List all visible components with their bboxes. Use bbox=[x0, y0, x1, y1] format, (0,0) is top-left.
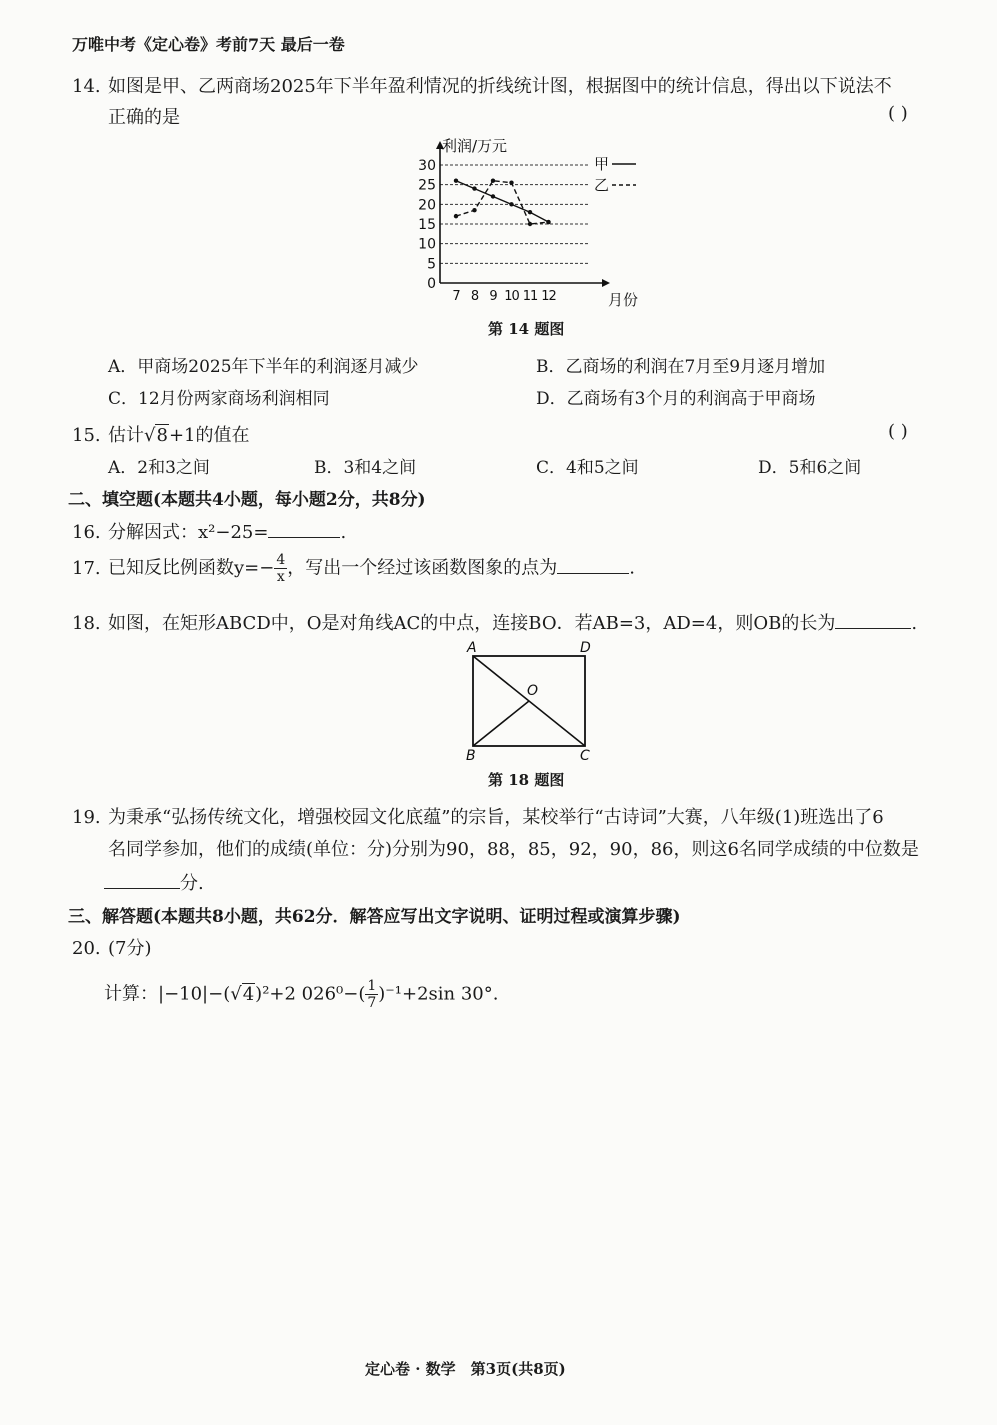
q16-answer-blank[interactable] bbox=[268, 519, 340, 538]
q19-stem-line2: 名同学参加，他们的成绩(单位：分)分别为90，88，85，92，90，86，则这6名同学成绩的中位数是 bbox=[108, 839, 919, 860]
q16-end: . bbox=[340, 522, 347, 543]
page-footer: 定心卷 · 数学 第3页(共8页) bbox=[365, 1360, 566, 1378]
data-point bbox=[472, 208, 476, 212]
q19-answer-blank[interactable] bbox=[104, 870, 180, 889]
q20-fraction-numerator: 1 bbox=[367, 978, 377, 994]
q18-text: 如图，在矩形ABCD中，O是对角线AC的中点，连接BO．若AB=3，AD=4，则OB的长为 bbox=[108, 613, 836, 634]
vertex-c-label: C bbox=[580, 748, 590, 764]
section-3-heading: 三、解答题(本题共8小题，共62分．解答应写出文字说明、证明过程或演算步骤) bbox=[68, 907, 681, 927]
q20-score: (7分) bbox=[108, 938, 152, 959]
section-2-heading: 二、填空题(本题共4小题，每小题2分，共8分) bbox=[68, 490, 426, 510]
x-tick-label: 8 bbox=[470, 289, 479, 304]
q15-number: 15. bbox=[72, 425, 101, 446]
y-tick-label: 5 bbox=[427, 256, 436, 273]
data-point bbox=[509, 202, 513, 206]
q17-end: . bbox=[629, 557, 635, 579]
y-tick-label: 20 bbox=[418, 197, 436, 214]
q19-unit: 分. bbox=[180, 873, 204, 894]
q14-stem-line2: 正确的是 bbox=[108, 107, 180, 128]
q15-option-a: A．2和3之间 bbox=[108, 458, 210, 478]
point-o-label: O bbox=[527, 683, 539, 699]
q20-sqrt-arg: 4 bbox=[242, 983, 255, 1005]
x-tick-label: 11 bbox=[522, 289, 538, 304]
q15-option-b: B．3和4之间 bbox=[314, 458, 417, 478]
q17-fraction-denominator: x bbox=[276, 569, 285, 585]
y-tick-label: 10 bbox=[418, 236, 436, 253]
q14-number: 14. bbox=[72, 76, 101, 97]
vertex-b-label: B bbox=[466, 748, 476, 764]
q17-function-lhs: y=− bbox=[234, 557, 275, 579]
q16-number: 16. bbox=[72, 522, 101, 543]
q17-number: 17. bbox=[72, 557, 101, 579]
x-tick-label: 10 bbox=[504, 289, 519, 304]
page-header: 万唯中考《定心卷》考前7天 最后一卷 bbox=[72, 35, 345, 54]
q16-text: 分解因式：x²−25= bbox=[108, 522, 269, 543]
y-axis-label: 利润/万元 bbox=[442, 137, 508, 155]
q14-option-a: A．甲商场2025年下半年的利润逐月减少 bbox=[108, 357, 419, 377]
q17-text-pre: 已知反比例函数 bbox=[108, 557, 234, 579]
x-tick-label: 12 bbox=[541, 289, 556, 304]
sqrt-symbol: √ bbox=[144, 425, 156, 446]
legend-label: 甲 bbox=[594, 155, 610, 173]
q19-line3 bbox=[104, 869, 204, 895]
q14-caption: 第 14 题图 bbox=[488, 320, 565, 338]
q20-part2: )²+2 026⁰−( bbox=[255, 983, 366, 1005]
data-point bbox=[528, 210, 532, 214]
q18-stem bbox=[72, 609, 917, 635]
y-tick-label: 25 bbox=[418, 177, 436, 194]
q18-caption: 第 18 题图 bbox=[488, 771, 565, 789]
data-point bbox=[454, 214, 458, 218]
q20-fraction-denominator: 7 bbox=[367, 995, 377, 1011]
q14-line1 bbox=[72, 72, 892, 98]
q17-stem bbox=[72, 552, 635, 585]
q15-stem bbox=[72, 421, 249, 447]
vertex-d-label: D bbox=[580, 640, 591, 656]
q15-text-post: +1的值在 bbox=[168, 425, 250, 446]
y-tick-label: 0 bbox=[427, 276, 436, 292]
data-point bbox=[491, 179, 495, 183]
q17-fraction bbox=[274, 552, 287, 585]
q20-calc-label: 计算： bbox=[104, 983, 158, 1005]
q15-option-d: D．5和6之间 bbox=[758, 458, 862, 478]
q14-stem-line1: 如图是甲、乙两商场2025年下半年盈利情况的折线统计图，根据图中的统计信息，得出以下说法不 bbox=[108, 76, 892, 97]
q14-answer-paren: ( ) bbox=[888, 103, 908, 124]
q19-stem-line1: 为秉承“弘扬传统文化，增强校园文化底蕴”的宗旨，某校举行“古诗词”大赛，八年级(1)班选出了6 bbox=[108, 807, 884, 828]
x-axis-label: 月份 bbox=[608, 291, 639, 309]
q20-part1: |−10|−( bbox=[158, 983, 231, 1005]
q17-text-post: ，写出一个经过该函数图象的点为 bbox=[287, 557, 558, 579]
data-point bbox=[509, 181, 513, 185]
q14-line-chart bbox=[400, 128, 660, 313]
q20-number: 20. bbox=[72, 938, 101, 959]
q20-header bbox=[72, 934, 152, 960]
series-line-jia bbox=[456, 181, 549, 222]
q19-line1 bbox=[72, 803, 884, 829]
x-tick-label: 9 bbox=[489, 289, 497, 304]
q17-fraction-numerator: 4 bbox=[276, 552, 286, 568]
x-tick-label: 7 bbox=[452, 289, 460, 304]
q15-radicand: 8 bbox=[156, 425, 168, 446]
segment-bo bbox=[473, 701, 529, 746]
data-point bbox=[454, 179, 458, 183]
q14-option-b: B．乙商场的利润在7月至9月逐月增加 bbox=[536, 357, 826, 377]
q15-option-c: C．4和5之间 bbox=[536, 458, 639, 478]
q16-stem bbox=[72, 518, 346, 544]
q19-number: 19. bbox=[72, 807, 101, 828]
q17-answer-blank[interactable] bbox=[557, 555, 629, 574]
q18-rectangle-figure bbox=[460, 636, 600, 766]
data-point bbox=[491, 194, 495, 198]
q18-answer-blank[interactable] bbox=[835, 610, 911, 629]
data-point bbox=[546, 220, 550, 224]
y-tick-label: 30 bbox=[418, 158, 436, 174]
q20-expression bbox=[104, 978, 498, 1011]
q14-option-c: C．12月份两家商场利润相同 bbox=[108, 389, 330, 409]
q18-end: . bbox=[911, 613, 918, 634]
legend-label: 乙 bbox=[594, 176, 610, 194]
q20-part3: )⁻¹+2sin 30°. bbox=[378, 983, 499, 1005]
q18-number: 18. bbox=[72, 613, 101, 634]
q14-option-d: D．乙商场有3个月的利润高于甲商场 bbox=[536, 389, 816, 409]
vertex-a-label: A bbox=[467, 640, 477, 656]
x-axis-arrow bbox=[602, 279, 610, 287]
data-point bbox=[472, 186, 476, 190]
q20-fraction bbox=[365, 978, 378, 1011]
sqrt-symbol: √ bbox=[230, 983, 242, 1005]
data-point bbox=[528, 222, 532, 226]
q15-answer-paren: ( ) bbox=[888, 421, 908, 442]
y-tick-label: 15 bbox=[418, 217, 436, 233]
q15-text-pre: 估计 bbox=[108, 425, 144, 446]
